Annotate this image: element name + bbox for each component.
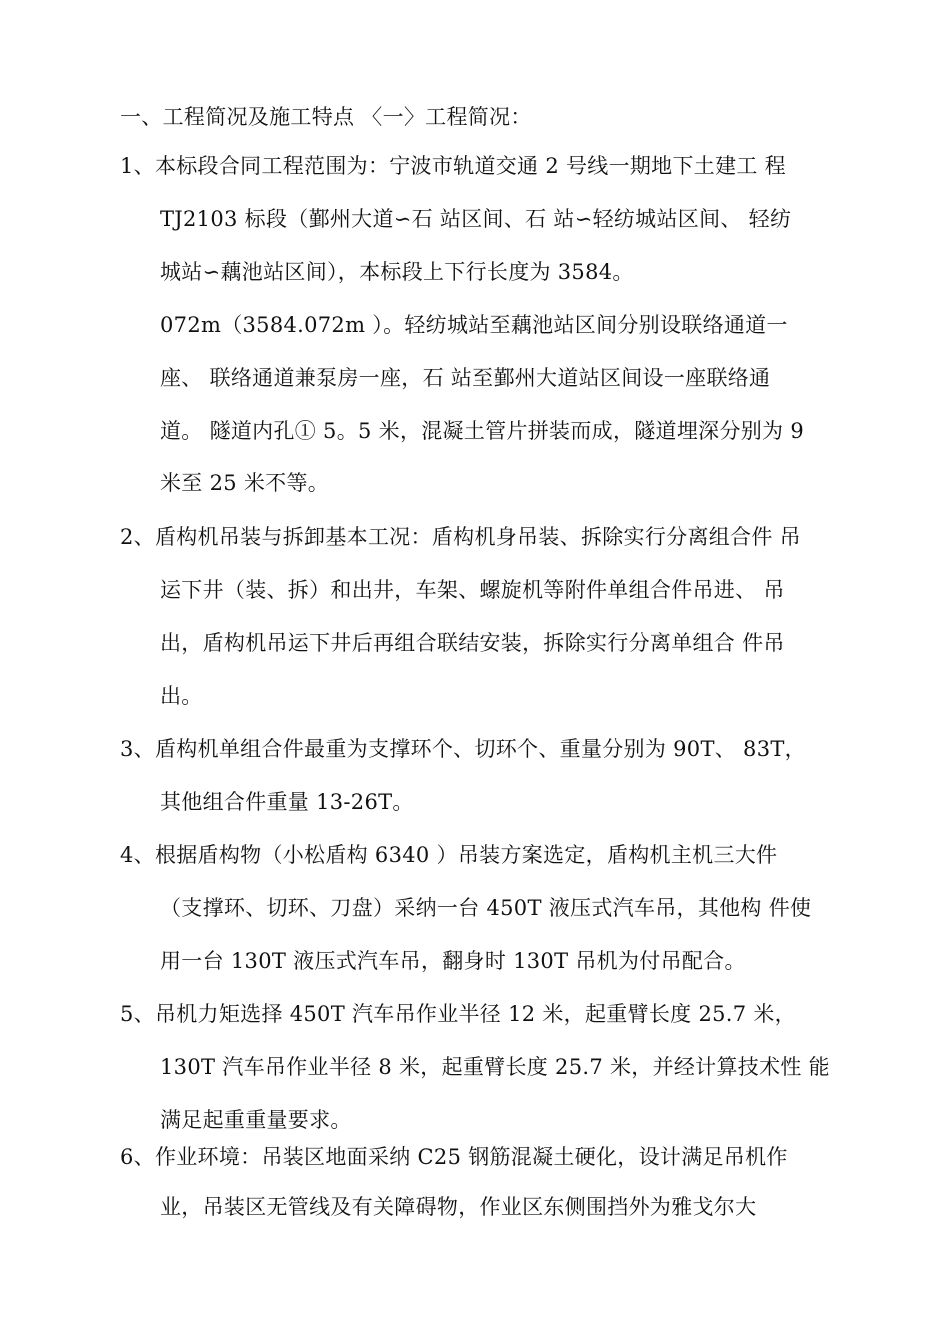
paragraph-line: 用一台 130T 液压式汽车吊，翻身时 130T 吊机为付吊配合。 bbox=[160, 949, 746, 973]
paragraph-line: 2、盾构机吊装与拆卸基本工况：盾构机身吊装、拆除实行分离组合件 吊 bbox=[120, 525, 801, 549]
paragraph-line: 城站∽藕池站区间），本标段上下行长度为 3584。 bbox=[160, 260, 634, 284]
paragraph-line: 座、 联络通道兼泵房一座，石 站至鄞州大道站区间设一座联络通 bbox=[160, 366, 771, 390]
paragraph-line: （支撑环、切环、刀盘）采纳一台 450T 液压式汽车吊，其他构 件使 bbox=[160, 896, 812, 920]
paragraph-line: 业，吊装区无管线及有关障碍物，作业区东侧围挡外为雅戈尔大 bbox=[160, 1195, 757, 1219]
paragraph-line: 出，盾构机吊运下井后再组合联结安装，拆除实行分离单组合 件吊 bbox=[160, 631, 785, 655]
paragraph-line: 其他组合件重量 13-26T。 bbox=[160, 790, 414, 814]
paragraph-line: 6、作业环境：吊装区地面采纳 C25 钢筋混凝土硬化，设计满足吊机作 bbox=[120, 1145, 788, 1169]
paragraph-line: 4、根据盾构物（小松盾构 6340 ）吊装方案选定，盾构机主机三大件 bbox=[120, 843, 778, 867]
section-heading: 一、工程简况及施工特点 〈一〉工程简况： bbox=[120, 105, 532, 129]
paragraph-line: 1、本标段合同工程范围为：宁波市轨道交通 2 号线一期地下土建工 程 bbox=[120, 154, 786, 178]
paragraph-line: TJ2103 标段（鄞州大道∽石 站区间、石 站∽轻纺城站区间、 轻纺 bbox=[160, 207, 792, 231]
paragraph-line: 运下井（装、拆）和出井，车架、螺旋机等附件单组合件吊进、 吊 bbox=[160, 578, 785, 602]
paragraph-line: 5、吊机力矩选择 450T 汽车吊作业半径 12 米，起重臂长度 25.7 米， bbox=[120, 1002, 796, 1026]
paragraph-line: 出。 bbox=[160, 684, 203, 708]
paragraph-line: 道。 隧道内孔① 5。5 米，混凝土管片拼装而成，隧道埋深分别为 9 bbox=[160, 419, 804, 443]
paragraph-line: 3、盾构机单组合件最重为支撑环个、切环个、重量分别为 90T、 83T， bbox=[120, 737, 806, 761]
paragraph-line: 072m（3584.072m ）。轻纺城站至藕池站区间分别设联络通道一 bbox=[160, 313, 788, 337]
paragraph-line: 130T 汽车吊作业半径 8 米，起重臂长度 25.7 米，并经计算技术性 能 bbox=[160, 1055, 830, 1079]
paragraph-line: 满足起重重量要求。 bbox=[160, 1108, 352, 1132]
paragraph-line: 米至 25 米不等。 bbox=[160, 471, 330, 495]
